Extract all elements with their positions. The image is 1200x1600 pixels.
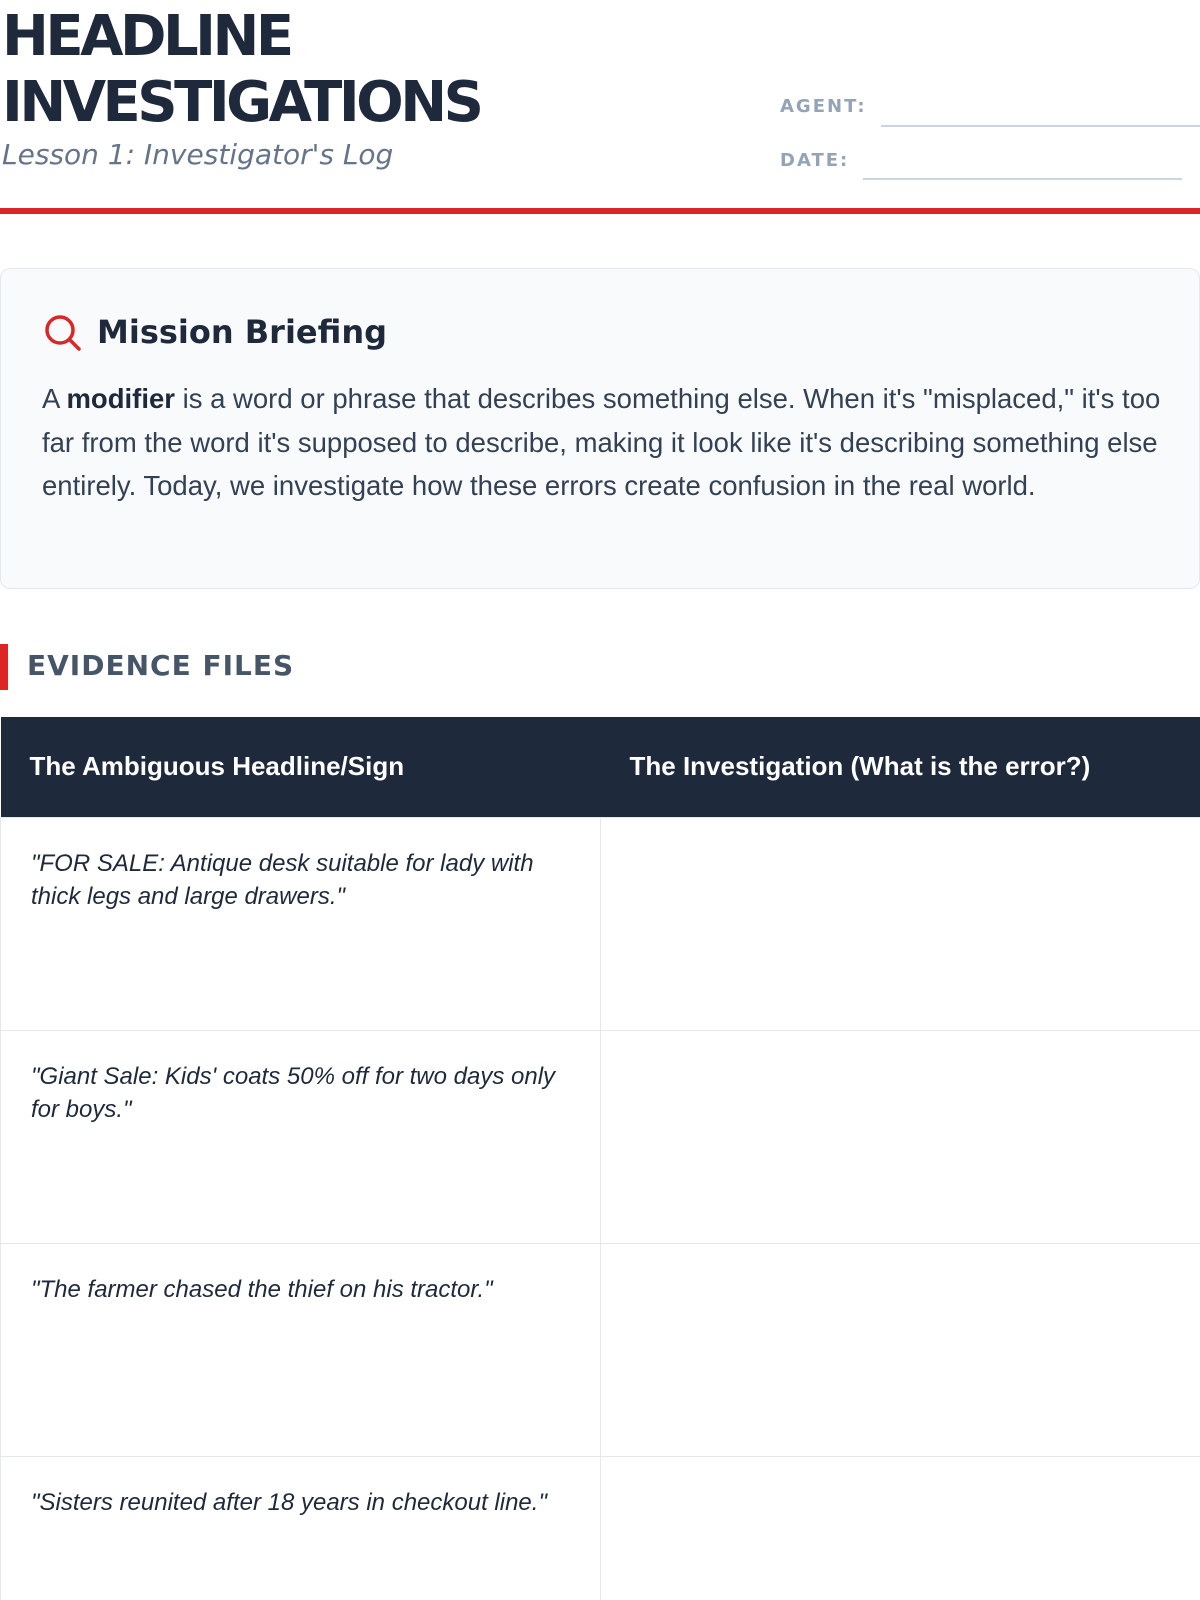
section-accent-bar (0, 644, 8, 690)
briefing-text-start: A (42, 383, 67, 414)
column-header-investigation: The Investigation (What is the error?) (601, 717, 1200, 817)
investigation-cell[interactable] (601, 1243, 1200, 1456)
investigation-cell[interactable] (601, 1456, 1200, 1600)
agent-label: AGENT: (780, 96, 867, 117)
headline-cell: "Giant Sale: Kids' coats 50% off for two days only for boys." (1, 1030, 601, 1243)
briefing-text (42, 377, 1192, 508)
agent-field[interactable] (881, 125, 1200, 127)
date-label: DATE: (780, 150, 850, 171)
mission-briefing-panel (0, 268, 1200, 589)
table-header-row (1, 717, 1200, 817)
headline-cell: "The farmer chased the thief on his tractor." (1, 1243, 601, 1456)
title-line-1: HEADLINE (2, 4, 291, 69)
lesson-subtitle: Lesson 1: Investigator's Log (2, 138, 394, 171)
briefing-keyword: modifier (66, 383, 175, 414)
search-icon (43, 313, 83, 353)
briefing-title: Mission Briefing (97, 313, 388, 351)
section-title: EVIDENCE FILES (27, 649, 295, 682)
title-line-2: INVESTIGATIONS (2, 70, 481, 135)
table-row (1, 1456, 1200, 1600)
headline-cell: "FOR SALE: Antique desk suitable for lady with thick legs and large drawers." (1, 817, 601, 1030)
table-row (1, 1243, 1200, 1456)
table-row (1, 817, 1200, 1030)
date-field[interactable] (863, 178, 1182, 180)
evidence-table (0, 717, 1200, 1600)
page-title (2, 4, 702, 136)
headline-cell: "Sisters reunited after 18 years in checkout line." (1, 1456, 601, 1600)
header-divider (0, 208, 1200, 214)
briefing-text-rest: is a word or phrase that describes something else. When it's "misplaced," it's too far from the word it's supposed to describe, making it look like it's describing something else entirely. Today, we investigate how these errors create confusion in the real world. (42, 383, 1161, 501)
investigation-cell[interactable] (601, 817, 1200, 1030)
investigation-cell[interactable] (601, 1030, 1200, 1243)
table-row (1, 1030, 1200, 1243)
column-header-headline: The Ambiguous Headline/Sign (1, 717, 601, 817)
